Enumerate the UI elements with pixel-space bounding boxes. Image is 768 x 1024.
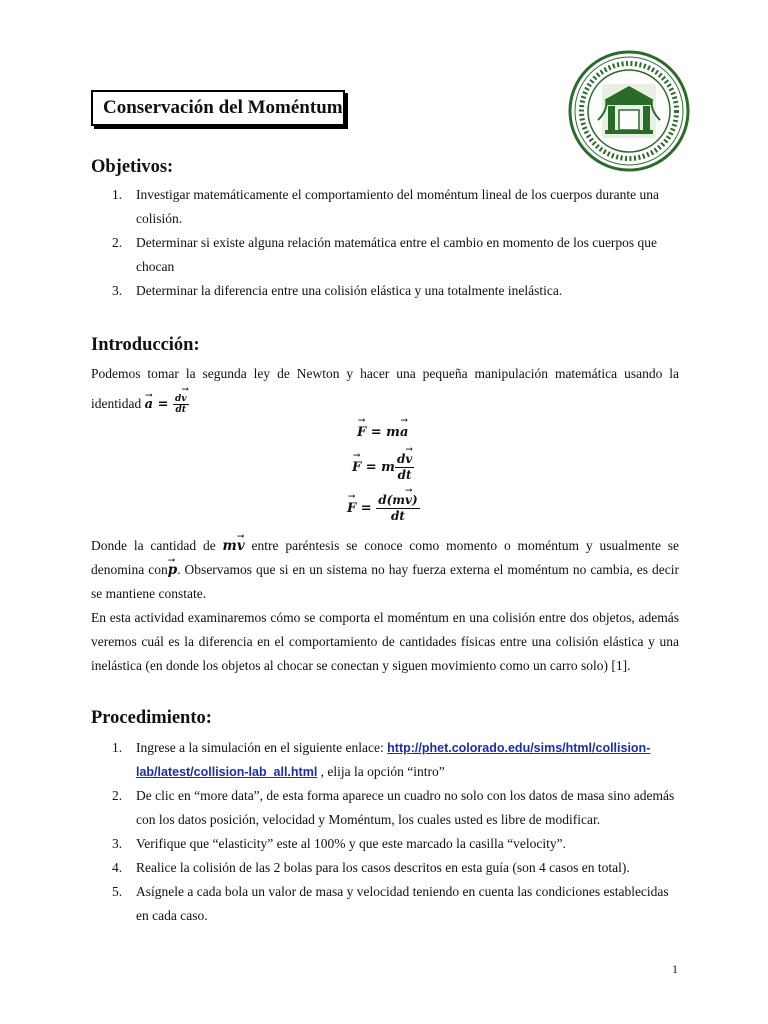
list-item: 4. Realice la colisión de las 2 bolas para los casos descritos en esta guía (son 4 casos en total). (112, 860, 630, 875)
formula-f-ma: F → = ma → (357, 425, 408, 440)
institution-seal-logo (568, 50, 690, 172)
formula-f-dmvdt: F → = $\frac{d(mv \to)}{dt}$ (347, 493, 420, 524)
intro-para2-line-3: se mantiene constate. (91, 586, 207, 601)
page-title: Conservación del Moméntum (103, 97, 343, 118)
intro-para2-line-1: Donde la cantidad de mv → entre paréntesis se conoce como momento o moméntum y usualmente se (91, 534, 679, 558)
simulation-link[interactable]: http://phet.colorado.edu/sims/html/collision- (387, 741, 651, 755)
simulation-link-continued[interactable]: lab/latest/collision-lab_all.html (136, 765, 318, 779)
objetivos-list (112, 183, 680, 303)
intro-para3-line-1: En esta actividad examinaremos cómo se comporta el moméntum en una colisión entre dos objetos, además (91, 610, 679, 625)
procedimiento-heading: Procedimiento: (91, 708, 212, 728)
identity-formula: a → = $\frac{dv \to}{dt}$ (145, 397, 189, 412)
list-item: 1. Ingrese a la simulación en el siguiente enlace: http://phet.colorado.edu/sims/html/collision- lab/latest/collision-lab_all.html , elija la opción “intro” (112, 740, 651, 779)
intro-para3-line-3: inelástica (en donde los objetos al chocar se conectan y siguen movimiento como un carro solo) [1]. (91, 658, 631, 673)
page-number: 1 (672, 962, 678, 976)
list-item: 5. Asígnele a cada bola un valor de masa y velocidad teniendo en cuenta las condiciones establecidas en cada caso. (112, 884, 669, 923)
title-box (91, 90, 345, 126)
list-item: 2. De clic en “more data”, de esta forma aparece un cuadro no solo con los datos de masa sino además con los datos posición, velocidad y Moméntum, los cuales usted es libre de modificar. (112, 788, 675, 827)
introduccion-heading: Introducción: (91, 335, 200, 355)
formula-f-mdvdt: F → = m $\frac{dv \to}{dt}$ (352, 452, 414, 483)
intro-para3-line-2: veremos cuál es la diferencia en el comportamiento de cantidades físicas entre una colisión elástica y una (91, 634, 679, 649)
intro-para2-line-2: denomina conp →. Observamos que si en un sistema no hay fuerza externa el moméntum no cambia, es decir (91, 558, 679, 582)
objetivos-heading: Objetivos: (91, 157, 174, 177)
intro-line-2: identidad a → = $\frac{dv \to}{dt}$ (91, 392, 679, 417)
list-item: 3. Determinar la diferencia entre una colisión elástica y una totalmente inelástica. (112, 283, 563, 298)
intro-line-1: Podemos tomar la segunda ley de Newton y hacer una pequeña manipulación matemática usando la (91, 366, 679, 381)
procedimiento-list (112, 736, 680, 928)
list-item: 1. Investigar matemáticamente el comportamiento del moméntum lineal de los cuerpos durante una colisión. (112, 187, 659, 226)
list-item: 3. Verifique que “elasticity” este al 100% y que este marcado la casilla “velocity”. (112, 836, 566, 851)
list-item: 2. Determinar si existe alguna relación matemática entre el cambio en momento de los cuerpos que chocan (112, 235, 658, 274)
